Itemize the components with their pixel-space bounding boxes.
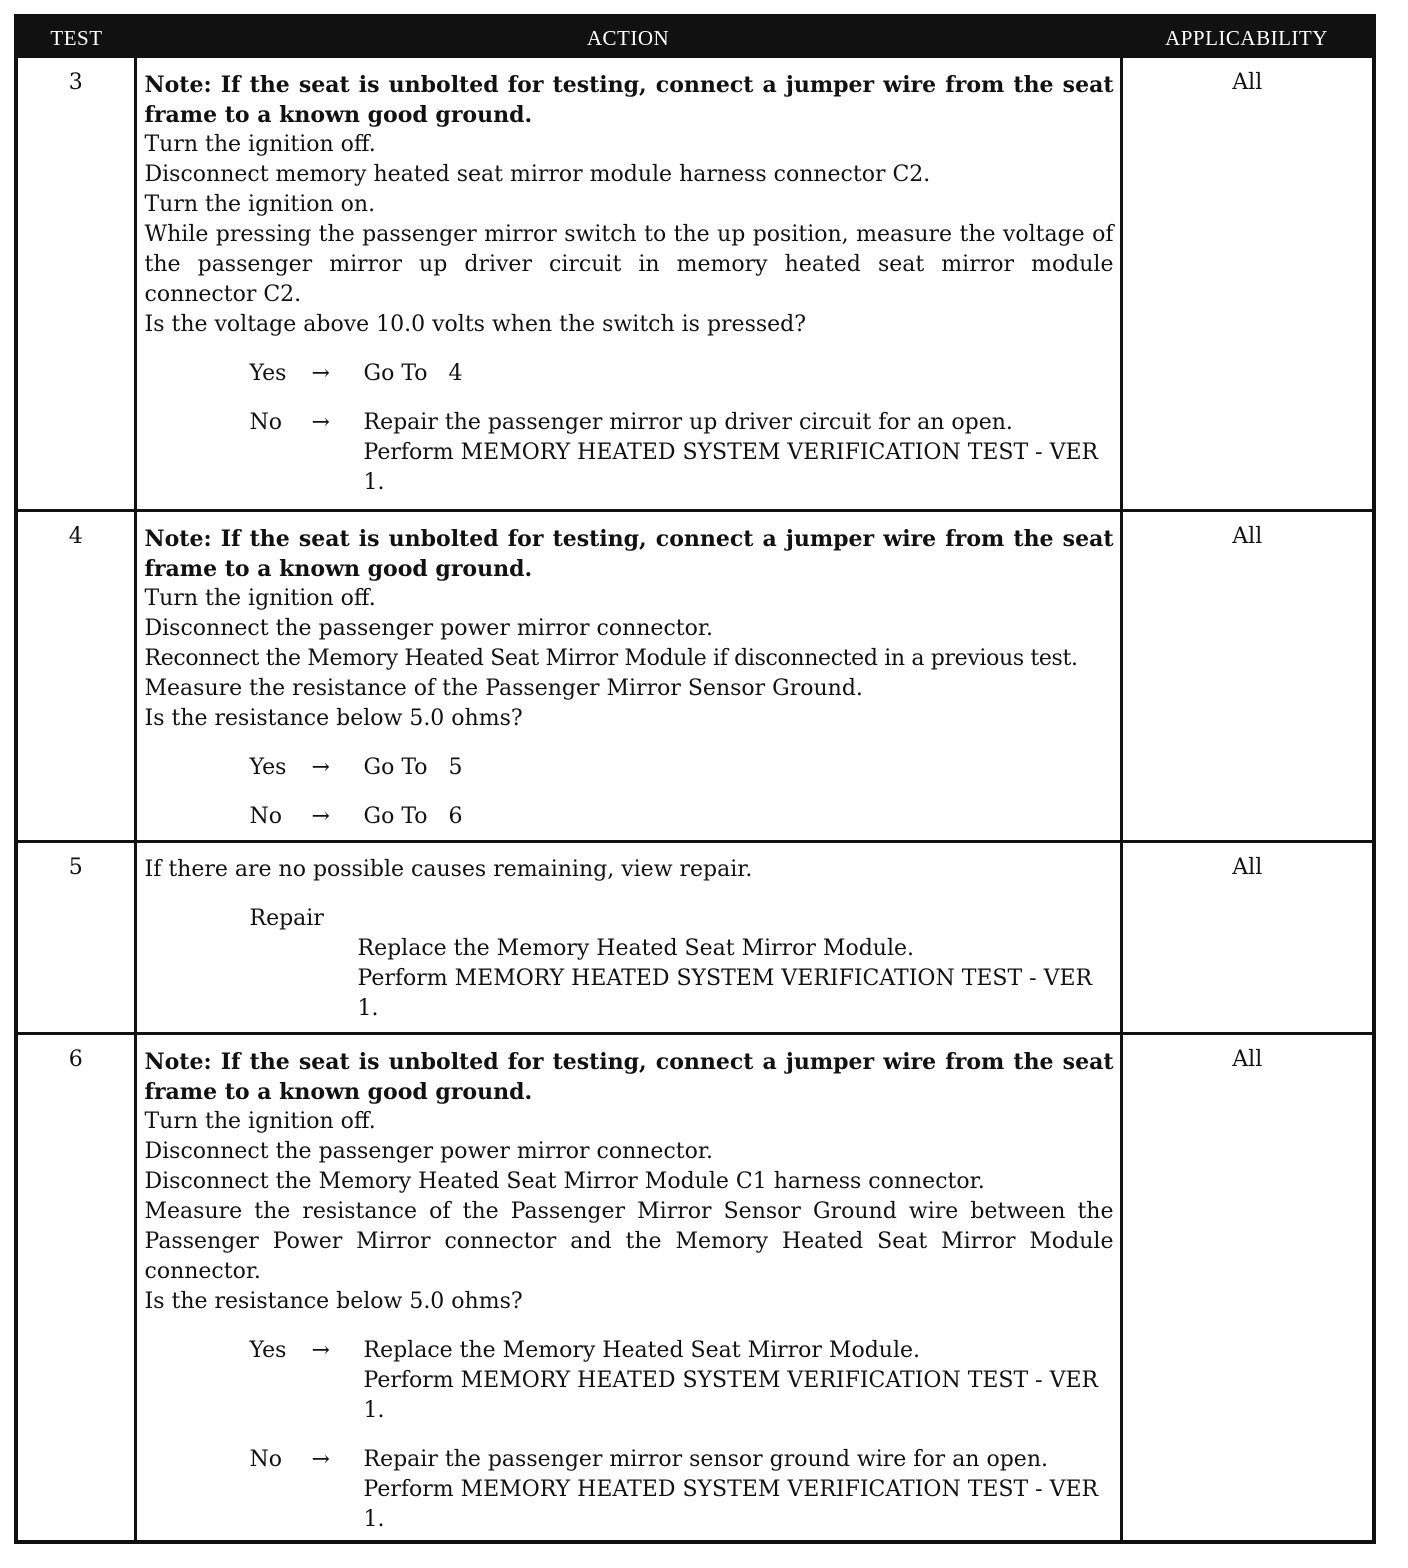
- table-row: [18, 841, 1372, 1033]
- question-text: Is the resistance below 5.0 ohms?: [144, 1288, 523, 1314]
- arrow-right-icon: →: [311, 361, 330, 386]
- step-text: Measure the resistance of the Passenger Mirror Sensor Ground.: [144, 675, 863, 701]
- goto-text: Go To 6: [363, 803, 463, 829]
- result-text: Perform MEMORY HEATED SYSTEM VERIFICATION TEST - VER 1.: [363, 440, 1099, 495]
- step-text: Turn the ignition on.: [144, 192, 376, 217]
- step-text: Reconnect the Memory Heated Seat Mirror Module if disconnected in a previous test.: [144, 645, 1078, 671]
- step-text: Disconnect the passenger power mirror connector.: [144, 615, 713, 641]
- step-text: While pressing the passenger mirror switch to the up position, measure the voltage of the passenger mirror up driver circuit in memory heated seat mirror module connector C2.: [144, 222, 1114, 307]
- no-label: No: [249, 803, 282, 829]
- goto-text: Go To 4: [363, 361, 463, 386]
- step-text: Turn the ignition off.: [144, 585, 376, 611]
- result-text: Repair the passenger mirror up driver circuit for an open.: [363, 410, 1013, 435]
- diagnostic-test-table: [18, 18, 1372, 1543]
- repair-step: Replace the Memory Heated Seat Mirror Module.: [357, 935, 914, 961]
- yes-result: [364, 359, 1114, 389]
- step-text: Disconnect the Memory Heated Seat Mirror Module C1 harness connector.: [144, 1168, 985, 1194]
- table-row: [18, 510, 1372, 841]
- no-result: [364, 1445, 1114, 1535]
- no-result: [364, 408, 1114, 498]
- header-applicability: APPLICABILITY: [1121, 18, 1372, 58]
- no-label: No: [249, 410, 282, 435]
- result-text: Perform MEMORY HEATED SYSTEM VERIFICATION TEST - VER 1.: [363, 1476, 1099, 1532]
- test-number: 3: [68, 70, 83, 95]
- repair-step: Perform MEMORY HEATED SYSTEM VERIFICATION TEST - VER 1.: [357, 965, 1093, 1021]
- action-cell: [135, 1033, 1121, 1543]
- no-branch: [145, 408, 1114, 498]
- yes-branch: [145, 359, 1114, 389]
- yes-result: [364, 753, 1114, 783]
- question-text: Is the resistance below 5.0 ohms?: [144, 705, 523, 731]
- result-text: Replace the Memory Heated Seat Mirror Module.: [363, 1337, 920, 1363]
- test-number: 6: [18, 1033, 135, 1543]
- table-row: [18, 58, 1372, 510]
- arrow-right-icon: →: [311, 1337, 330, 1363]
- no-branch: [145, 1445, 1114, 1535]
- step-text: Turn the ignition off.: [144, 132, 376, 157]
- diagnostic-table-frame: [14, 14, 1376, 1544]
- question-text: Is the voltage above 10.0 volts when the switch is pressed?: [144, 312, 807, 337]
- result-text: Repair the passenger mirror sensor ground wire for an open.: [363, 1446, 1048, 1472]
- arrow-right-icon: →: [311, 803, 330, 829]
- repair-steps: [250, 934, 1114, 1024]
- arrow-right-icon: →: [311, 754, 330, 780]
- no-branch: [145, 802, 1114, 832]
- step-text: Measure the resistance of the Passenger Mirror Sensor Ground wire between the Passenger Power Mirror connector and the Memory Heated Seat Mirror Module connector.: [144, 1198, 1114, 1284]
- arrow-right-icon: →: [311, 410, 330, 435]
- yes-branch: [145, 753, 1114, 783]
- step-text: If there are no possible causes remaining, view repair.: [144, 856, 753, 882]
- header-test: TEST: [18, 18, 135, 58]
- applicability: All: [1121, 510, 1372, 841]
- header-action: ACTION: [135, 18, 1121, 58]
- applicability: All: [1121, 841, 1372, 1033]
- action-cell: [135, 841, 1121, 1033]
- table-row: [18, 1033, 1372, 1543]
- repair-label: Repair: [249, 905, 324, 931]
- goto-text: Go To 5: [363, 754, 463, 780]
- yes-label: Yes: [249, 361, 287, 386]
- action-cell: [135, 58, 1121, 510]
- yes-branch: [145, 1336, 1114, 1426]
- yes-label: Yes: [249, 1337, 287, 1363]
- test-number: 5: [18, 841, 135, 1033]
- result-text: Perform MEMORY HEATED SYSTEM VERIFICATION TEST - VER 1.: [363, 1367, 1099, 1423]
- no-label: No: [249, 1446, 282, 1472]
- header-row: [18, 18, 1372, 58]
- step-text: Disconnect memory heated seat mirror module harness connector C2.: [144, 162, 931, 187]
- no-result: [364, 802, 1114, 832]
- test-number: 4: [18, 510, 135, 841]
- action-cell: [135, 510, 1121, 841]
- step-text: Turn the ignition off.: [144, 1108, 376, 1134]
- note-text: Note: If the seat is unbolted for testing, connect a jumper wire from the seat frame to a known good ground.: [144, 525, 1114, 582]
- note-text: Note: If the seat is unbolted for testing, connect a jumper wire from the seat frame to a known good ground.: [144, 72, 1114, 128]
- yes-label: Yes: [249, 754, 287, 780]
- arrow-right-icon: →: [311, 1446, 330, 1472]
- note-text: Note: If the seat is unbolted for testing, connect a jumper wire from the seat frame to a known good ground.: [144, 1048, 1114, 1105]
- repair-block: [145, 904, 1114, 1024]
- applicability: All: [1121, 58, 1372, 510]
- applicability: All: [1121, 1033, 1372, 1543]
- yes-result: [364, 1336, 1114, 1426]
- step-text: Disconnect the passenger power mirror connector.: [144, 1138, 713, 1164]
